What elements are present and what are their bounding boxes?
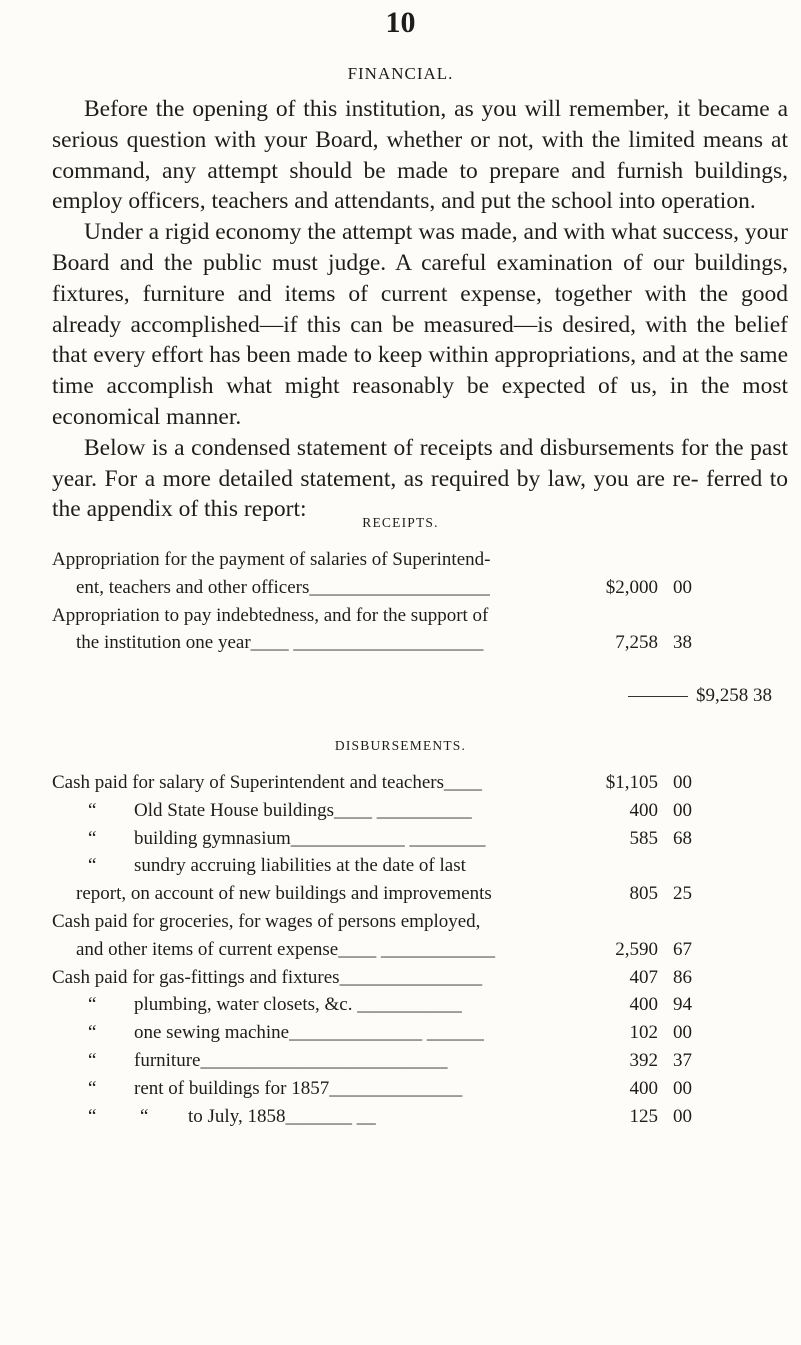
ledger-line-text: to July, 1858: [188, 1105, 286, 1127]
amount-cents: 68: [673, 827, 692, 849]
ledger-line: [52, 852, 692, 880]
ditto-mark: “: [88, 1077, 97, 1099]
amount-cents: 25: [673, 883, 692, 905]
amount-dollars: 125: [629, 1105, 658, 1127]
amount-dollars: 392: [629, 1049, 658, 1071]
ledger-line-text: plumbing, water closets, &c.: [134, 994, 353, 1016]
ledger-amount: [588, 1047, 692, 1075]
amount-dollars: 805: [629, 883, 658, 905]
amount-dollars: 400: [629, 994, 658, 1016]
ledger-line: [52, 825, 692, 853]
intro-paragraph: Under a rigid economy the attempt was made, and with what success, your Board and the public must judge. A careful examination of our buildings, fixtures, furniture and items of current expense, together with the good already accomplished—if this can be measured—is desired, with the belief that every effort has been made to keep within appropriations, and at the same time accomplish what might reasonably be expected of us, in the most economical manner.: [52, 219, 788, 430]
ledger-line: [52, 936, 692, 964]
ditto-mark: “: [88, 799, 97, 821]
amount-cents: 00: [673, 1077, 692, 1099]
ledger-line: [52, 629, 692, 657]
section-heading-financial: FINANCIAL.: [347, 64, 454, 83]
ditto-mark: “: [88, 1022, 97, 1044]
ledger-line-text: Appropriation to pay indebtedness, and for the support of: [52, 604, 489, 626]
amount-cents: 38: [673, 632, 692, 654]
ledger-amount: [588, 797, 692, 825]
ledger-line: [52, 574, 692, 602]
amount-cents: 00: [673, 799, 692, 821]
dot-leader: ____ ____________________: [250, 632, 484, 654]
ledger-line-text: Cash paid for salary of Superintendent and teachers: [52, 772, 445, 793]
amount-cents: 00: [673, 1105, 692, 1127]
amount-dollars: 407: [629, 966, 658, 988]
ledger-line: [52, 880, 692, 908]
ditto-mark: “: [88, 827, 97, 849]
dot-leader: _______________: [339, 966, 483, 988]
ledger-amount: [588, 880, 692, 908]
amount-cents: 00: [673, 576, 692, 598]
dot-leader: _______ __: [285, 1105, 376, 1127]
ledger-amount: [588, 1103, 692, 1131]
amount-cents: 37: [673, 1049, 692, 1071]
ledger-line-text: report, on account of new buildings and improvements: [76, 883, 492, 905]
ledger-line: [52, 546, 692, 574]
ledger-amount: [588, 908, 692, 936]
intro-text: [52, 94, 788, 525]
receipts-heading: RECEIPTS.: [362, 515, 439, 530]
ledger-line-text: one sewing machine: [134, 1022, 290, 1044]
ditto-mark: “: [88, 994, 97, 1016]
dot-leader: ___________: [352, 994, 462, 1016]
ledger-line: [52, 1019, 692, 1047]
dot-leader: ______________: [329, 1077, 463, 1099]
receipts-ledger: [52, 546, 692, 657]
ledger-line-text: furniture: [134, 1049, 201, 1071]
ledger-amount: [588, 769, 692, 797]
ledger-line: [52, 1047, 692, 1075]
receipts-total-value: $9,258 38: [696, 685, 772, 706]
intro-paragraph: Before the opening of this institution, as you will remember, it became a serious question with your Board, whether or not, with the limited means at command, any attempt should be made to prepare and furnish buildings, employ officers, teachers and attendants, and put the school into operation.: [52, 96, 788, 215]
ledger-amount: [588, 574, 692, 602]
dot-leader: ____ ____________: [338, 938, 495, 960]
total-rule: [628, 696, 688, 697]
amount-dollars: $2,000: [605, 576, 658, 598]
ledger-line-text: Cash paid for groceries, for wages of persons employed,: [52, 910, 481, 932]
ledger-line-text: rent of buildings for 1857: [134, 1077, 330, 1099]
ledger-line-text: building gymnasium: [134, 827, 291, 849]
amount-cents: 67: [673, 938, 692, 960]
ledger-amount: [588, 629, 692, 657]
ditto-mark: “: [88, 855, 97, 877]
ditto-mark: “: [88, 1049, 97, 1071]
amount-dollars: 7,258: [615, 632, 658, 654]
ledger-line-text: Cash paid for gas-fittings and fixtures: [52, 966, 340, 988]
dot-leader: ___________________: [309, 576, 490, 598]
dot-leader: __________________________: [200, 1049, 448, 1071]
ledger-line: [52, 797, 692, 825]
ledger-amount: [588, 825, 692, 853]
intro-paragraph: Below is a condensed statement of receipts and disbursements for the past year. For a more detailed statement, as required by law, you are re- ferred to the appendix of this report:: [52, 434, 788, 523]
ledger-line: [52, 602, 692, 630]
ledger-amount: [588, 602, 692, 630]
ledger-amount: [588, 936, 692, 964]
ditto-mark: “: [140, 1105, 149, 1127]
amount-cents: 00: [673, 1022, 692, 1044]
ledger-amount: [588, 991, 692, 1019]
amount-dollars: 102: [629, 1022, 658, 1044]
ledger-amount: [588, 852, 692, 880]
amount-cents: 86: [673, 966, 692, 988]
ledger-line-text: Old State House buildings: [134, 799, 335, 821]
amount-cents: 94: [673, 994, 692, 1016]
dot-leader: ____: [444, 772, 483, 793]
ledger-line: [52, 1103, 692, 1131]
ledger-line-text: ent, teachers and other officers: [76, 576, 310, 598]
amount-cents: 00: [673, 772, 692, 793]
ledger-line: [52, 1075, 692, 1103]
ledger-amount: [588, 1019, 692, 1047]
ledger-line-text: the institution one year: [76, 632, 251, 654]
ledger-amount: [588, 964, 692, 992]
ledger-amount: [588, 546, 692, 574]
amount-dollars: 2,590: [615, 938, 658, 960]
ledger-amount: [588, 1075, 692, 1103]
ledger-line-text: Appropriation for the payment of salaries of Superintend-: [52, 549, 491, 570]
receipts-total: [628, 685, 798, 707]
ledger-line: [52, 769, 692, 797]
ledger-line-text: sundry accruing liabilities at the date of last: [134, 855, 466, 877]
dot-leader: ______________ ______: [289, 1022, 484, 1044]
ledger-line: [52, 991, 692, 1019]
amount-dollars: 400: [629, 1077, 658, 1099]
ledger-line-text: and other items of current expense: [76, 938, 339, 960]
ditto-mark: “: [88, 1105, 97, 1127]
ledger-line: [52, 964, 692, 992]
dot-leader: ____________ ________: [290, 827, 486, 849]
disbursements-heading: DISBURSEMENTS.: [334, 738, 467, 753]
amount-dollars: 585: [629, 827, 658, 849]
page-number: 10: [385, 6, 416, 39]
amount-dollars: 400: [629, 799, 658, 821]
ledger-line: [52, 908, 692, 936]
amount-dollars: $1,105: [605, 772, 658, 793]
disbursements-ledger: [52, 769, 692, 1130]
dot-leader: ____ __________: [334, 799, 472, 821]
